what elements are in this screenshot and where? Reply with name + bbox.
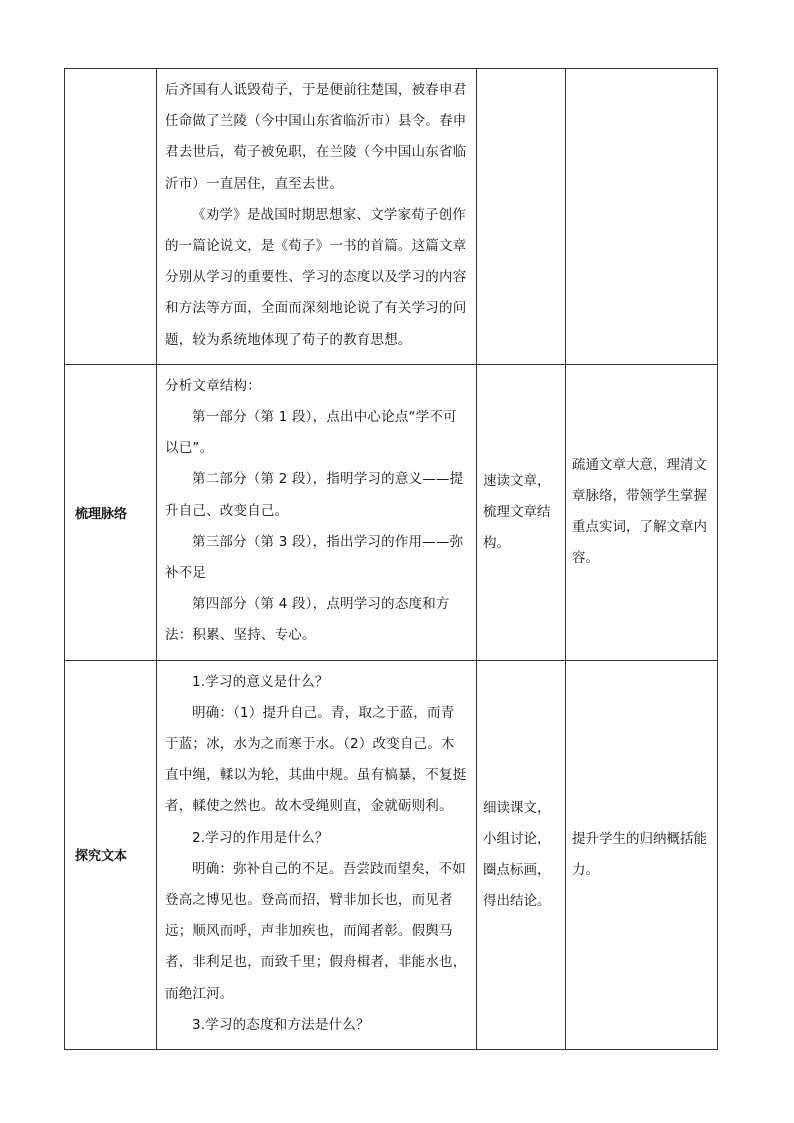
table-row: [65, 364, 718, 660]
content-cell: [157, 364, 477, 660]
content-paragraph: 第一部分（第 1 段），点出中心论点“学不可以已”。: [165, 409, 457, 457]
activity-text: 细读课文，小组讨论，圈点标画，得出结论。: [483, 799, 551, 909]
content-paragraph: 第二部分（第 2 段），指明学习的意义——提升自己、改变自己。: [165, 471, 464, 519]
content-paragraph: 3.学习的态度和方法是什么？: [192, 1016, 370, 1033]
intent-cell: [566, 660, 718, 1049]
intent-cell: [566, 69, 718, 365]
table-row: [65, 69, 718, 365]
content-cell: [157, 660, 477, 1049]
section-label: 探究文本: [65, 660, 157, 1049]
intent-text: 提升学生的归纳概括能力。: [572, 830, 707, 878]
section-label: 梳理脉络: [65, 364, 157, 660]
content-paragraph: 明确：弥补自己的不足。吾尝跂而望矣，不如登高之博见也。登高而招，臂非加长也，而见者远；顺风而呼，声非加疾也，而闻者彰。假舆马者，非利足也，而致千里；假舟楫者，非能水也，而绝江河。: [165, 860, 467, 1002]
activity-cell: [477, 69, 566, 365]
content-paragraph: 1.学习的意义是什么？: [192, 673, 329, 690]
activity-text: 速读文章，梳理文章结构。: [483, 472, 551, 551]
intent-cell: [566, 364, 718, 660]
activity-cell: [477, 660, 566, 1049]
lesson-plan-table: [64, 68, 718, 1050]
content-paragraph: 明确：（1）提升自己。青，取之于蓝，而青于蓝；冰，水为之而寒于水。（2）改变自己。木直中绳，輮以为轮，其曲中规。虽有槁暴，不复挺者，輮使之然也。故木受绳则直，金就砺则利。: [165, 704, 467, 815]
content-paragraph: 2.学习的作用是什么？: [192, 829, 329, 846]
content-cell: [157, 69, 477, 365]
section-label: [65, 69, 157, 365]
content-paragraph: 第三部分（第 3 段），指出学习的作用——弥补不足: [165, 533, 464, 582]
intent-text: 疏通文章大意，理清文章脉络，带领学生掌握重点实词，了解文章内容。: [572, 457, 707, 567]
activity-cell: [477, 364, 566, 660]
content-paragraph: 分析文章结构：: [165, 377, 261, 394]
content-paragraph: 《劝学》是战国时期思想家、文学家荀子创作的一篇论说文，是《荀子》一书的首篇。这篇文章分别从学习的重要性、学习的态度以及学习的内容和方法等方面，全面而深刻地论说了有关学习的问题，较为系统地体现了荀子的教育思想。: [165, 206, 467, 348]
table-row: [65, 660, 718, 1049]
content-paragraph: 后齐国有人诋毁荀子，于是便前往楚国，被春申君任命做了兰陵（今中国山东省临沂市）县令。春申君去世后，荀子被免职，在兰陵（今中国山东省临沂市）一直居住，直至去世。: [165, 82, 467, 192]
content-paragraph: 第四部分（第 4 段），点明学习的态度和方法：积累、坚持、专心。: [165, 596, 450, 644]
